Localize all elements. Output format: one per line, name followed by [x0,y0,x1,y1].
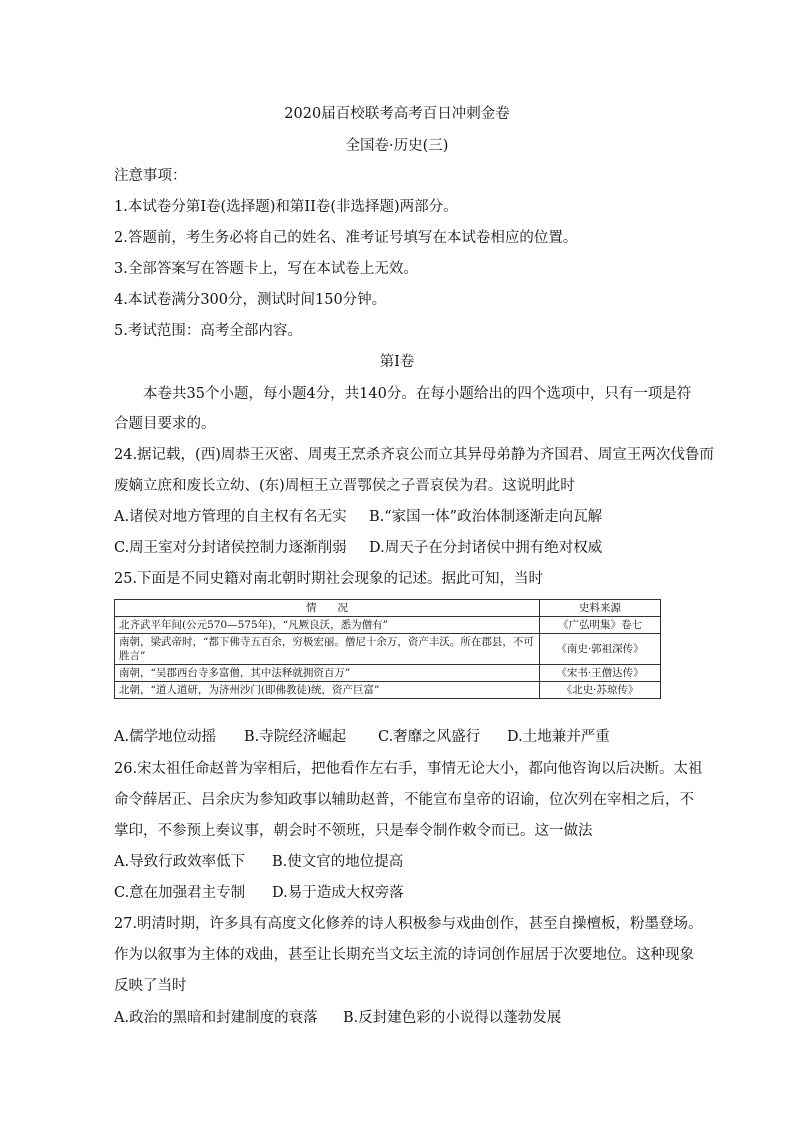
table-cell: 《北史·苏琼传》 [540,682,661,699]
question-27-option-b: B.反封建色彩的小说得以蓬勃发展 [343,1010,562,1026]
table-cell: 《南史·郭祖深传》 [540,634,661,665]
question-26-stem: 命令薛居正、吕余庆为参知政事以辅助赵普，不能宣布皇帝的诏谕，位次列在宰相之后，不 [114,792,694,808]
question-24-option-b: B.“家国一体”政治体制逐渐走向瓦解 [369,509,603,525]
notice-item: 2.答题前，考生务必将自己的姓名、准考证号填写在本试卷相应的位置。 [114,230,578,246]
question-24-stem: 24.据记载，(西)周恭王灭密、周夷王烹杀齐哀公而立其异母弟静为齐国君、周宣王两次伐鲁而 [114,447,714,463]
notice-heading: 注意事项： [114,168,187,184]
question-25-option-b: B.寺院经济崛起 [244,729,347,745]
question-27-stem: 反映了当时 [114,978,187,994]
table-header: 情 况 [115,600,540,617]
question-25-stem: 25.下面是不同史籍对南北朝时期社会现象的记述。据此可知，当时 [114,571,544,587]
question-24-option-c: C.周王室对分封诸侯控制力逐渐削弱 [114,540,347,556]
section-intro: 本卷共35个小题，每小题4分，共140分。在每小题给出的四个选项中，只有一项是符 [143,386,692,402]
table-row [115,682,661,699]
question-26-option-b: B.使文官的地位提高 [272,854,404,870]
notice-item: 4.本试卷满分300分，测试时间150分钟。 [114,292,387,308]
table-header: 史料来源 [540,600,661,617]
section-title: 第I卷 [379,354,415,370]
exam-subtitle: 全国卷·历史(三) [345,138,449,154]
question-27-stem: 作为以叙事为主体的戏曲，甚至让长期充当文坛主流的诗词创作屈居于次要地位。这种现象 [114,947,694,963]
table-header-row [115,600,661,617]
question-26-stem: 26.宋太祖任命赵普为宰相后，把他看作左右手，事情无论大小，都向他咨询以后决断。太祖 [114,761,703,777]
table-cell: 南朝，“吴郡西台寺多富僧，其中法释就拥资百万” [115,665,540,682]
question-24-option-a: A.诸侯对地方管理的自主权有名无实 [114,509,347,525]
question-26-option-d: D.易于造成大权旁落 [272,885,404,901]
table-cell: 《广弘明集》卷七 [540,617,661,634]
historical-source-table [114,599,661,699]
table-row [115,665,661,682]
exam-title: 2020届百校联考高考百日冲刺金卷 [284,106,510,122]
table-cell: 南朝，梁武帝时，“都下佛寺五百余，穷极宏丽。僧尼十余万，资产丰沃。所在郡县，不可胜言” [115,634,540,665]
question-27-option-a: A.政治的黑暗和封建制度的衰落 [114,1010,318,1026]
question-25-option-c: C.奢靡之风盛行 [378,729,481,745]
question-26-option-a: A.导致行政效率低下 [114,854,246,870]
question-26-option-c: C.意在加强君主专制 [114,885,246,901]
table-cell: 北朝，“道人道研，为济州沙门(即佛教徒)统，资产巨富” [115,682,540,699]
question-24-option-d: D.周天子在分封诸侯中拥有绝对权威 [369,540,603,556]
question-25-option-d: D.土地兼并严重 [507,729,610,745]
table-cell: 北齐武平年间(公元570—575年)，“凡厥良沃，悉为僧有” [115,617,540,634]
question-27-stem: 27.明清时期，许多具有高度文化修养的诗人积极参与戏曲创作，甚至自操檀板，粉墨登场。 [114,916,703,932]
table-row [115,617,661,634]
question-25-option-a: A.儒学地位动摇 [114,729,217,745]
question-24-stem: 废嫡立庶和废长立幼、(东)周桓王立晋鄂侯之子晋哀侯为君。这说明此时 [114,478,575,494]
notice-item: 5.考试范围：高考全部内容。 [114,323,302,339]
table-row [115,634,661,665]
question-26-stem: 掌印，不参预上奏议事，朝会时不领班，只是奉令制作敕令而已。这一做法 [114,823,593,839]
table-cell: 《宋书·王僧达传》 [540,665,661,682]
notice-item: 1.本试卷分第I卷(选择题)和第II卷(非选择题)两部分。 [114,199,458,215]
notice-item: 3.全部答案写在答题卡上，写在本试卷上无效。 [114,261,418,277]
section-intro-cont: 合题目要求的。 [114,416,216,432]
